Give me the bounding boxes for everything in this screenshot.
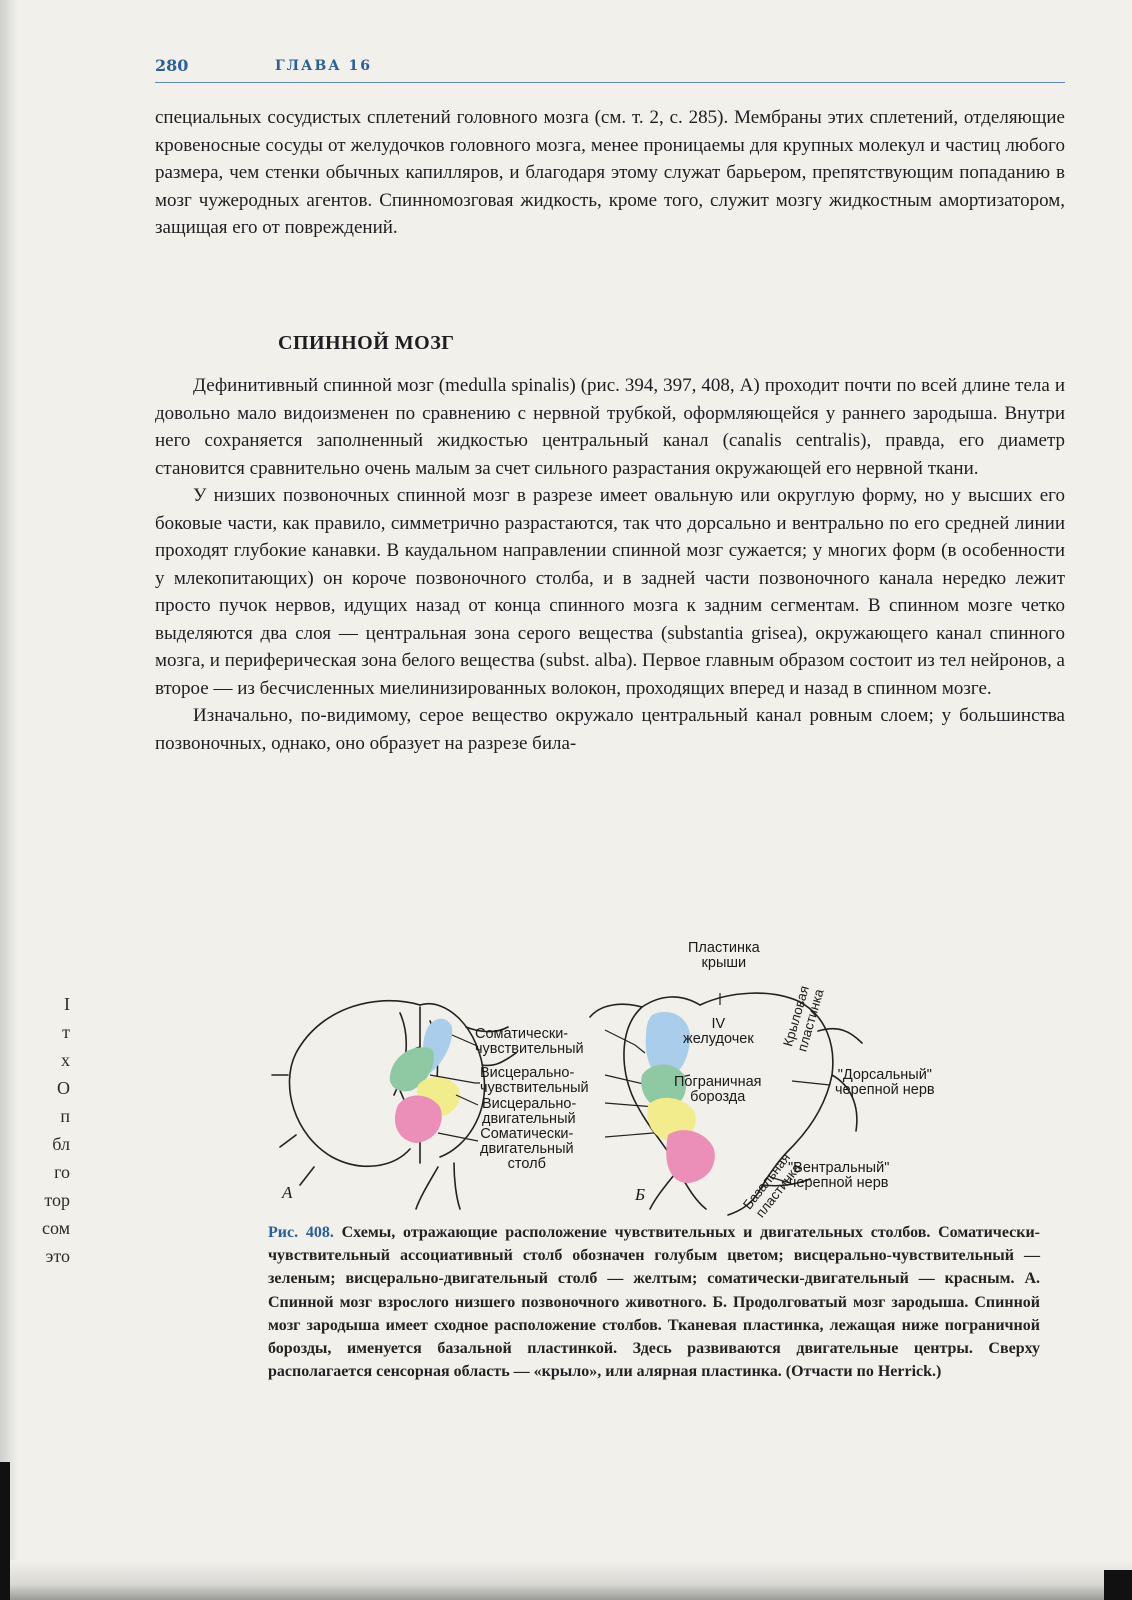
label-basal-plate: Базальная пластинка bbox=[740, 1150, 805, 1221]
figure-caption bbox=[268, 1221, 1040, 1383]
paragraph: Изначально, по-видимому, серое вещество окружало центральный канал ровным слоем; у большинства позвоночных, однако, оно образует на разрезе била- bbox=[155, 705, 1065, 754]
margin-fragments bbox=[20, 990, 70, 1270]
scan-edge-right bbox=[1104, 1570, 1132, 1600]
figure-letter-b: Б bbox=[635, 1185, 646, 1204]
label-sulcus-limitans: Пограничная борозда bbox=[674, 1074, 762, 1105]
paragraph: Дефинитивный спинной мозг (medulla spinalis) (рис. 394, 397, 408, А) проходит почти по всей длине тела и довольно мало видоизменен по сравнению с нервной трубкой, оформляющейся у раннего зародыша. Внутри него сохраняется заполненный жидкостью центральный канал (canalis centralis), правда, его диаметр становится сравнительно очень малым за счет сильного разрастания окружающей его нервной ткани. bbox=[155, 375, 1065, 479]
margin-fragment: О bbox=[57, 1078, 70, 1098]
paragraph: У низших позвоночных спинной мозг в разрезе имеет овальную или округлую форму, но у высших его боковые части, как правило, симметрично разрастаются, так что дорсально и вентрально по его средней линии проходят глубокие канавки. В каудальном направлении спинной мозг сужается; у многих форм (в особенности у млекопитающих) он короче позвоночного столба, и в задней части позвоночного канала нередко лежит просто пучок нервов, идущих назад от конца спинного мозга к задним сегментам. В спинном мозге четко выделяются два слоя — центральная зона серого вещества (substantia grisea), окружающего канал спинного мозга, и периферическая зона белого вещества (subst. alba). Первое главным образом состоит из тел нейронов, а второе — из бесчисленных миелинизированных волокон, проходящих вперед и назад в спинном мозге. bbox=[155, 485, 1065, 699]
body-text-main bbox=[155, 372, 1065, 757]
paragraph: специальных сосудистых сплетений головного мозга (см. т. 2, с. 285). Мембраны этих сплетений, отделяющие кровеносные сосуды от желудочков головного мозга, менее проницаемы для крупных молекул и частиц любого размера, чем стенки обычных капилляров, и благодаря этому служат барьером, препятствующим попаданию в мозг чужеродных агентов. Спинномозговая жидкость, кроме того, служит мозгу жидкостным амортизатором, защищая его от повреждений. bbox=[155, 107, 1065, 238]
margin-fragment: х bbox=[61, 1050, 70, 1070]
margin-fragment: го bbox=[54, 1162, 70, 1182]
body-text-top bbox=[155, 104, 1065, 242]
margin-fragment: это bbox=[45, 1246, 70, 1266]
running-head: ГЛАВА 16 bbox=[275, 58, 373, 74]
section-heading: СПИННОЙ МОЗГ bbox=[278, 332, 455, 354]
margin-fragment: сом bbox=[41, 1218, 70, 1238]
caption-text: Схемы, отражающие расположение чувствительных и двигательных столбов. Соматически-чувствительный ассоциативный столб обозначен голубым цветом; висцерально-чувствительный — зеленым; висцерально-двигательный столб — желтым; соматически-двигательный — красным. А. Спинной мозг взрослого низшего позвоночного животного. Б. Продолговатый мозг зародыша. Спинной мозг зародыша имеет сходное расположение столбов. Тканевая пластинка, лежащая ниже пограничной борозды, именуется базальной пластинкой. Здесь развиваются двигательные центры. Сверху располагается сенсорная область — «крыло», или алярная пластинка. (Отчасти по Herrick.) bbox=[268, 1224, 1040, 1381]
spinal-cord-columns bbox=[390, 1019, 460, 1143]
margin-fragment: бл bbox=[52, 1134, 70, 1154]
figure-408 bbox=[270, 935, 1070, 1220]
margin-fragment: I bbox=[64, 994, 70, 1014]
caption-lead: Рис. 408. bbox=[268, 1224, 334, 1241]
label-somatic-motor: Соматически- двигательный столб bbox=[480, 1126, 574, 1172]
label-somatic-sensory: Соматически- чувствительный bbox=[475, 1026, 584, 1057]
page-number: 280 bbox=[155, 56, 189, 75]
label-alar-plate: Крыловая пластинка bbox=[780, 984, 827, 1054]
margin-fragment: тор bbox=[44, 1190, 70, 1210]
column-somatic-motor-a bbox=[395, 1095, 442, 1143]
label-visceral-motor: Висцерально- двигательный bbox=[482, 1096, 577, 1127]
margin-fragment: п bbox=[60, 1106, 70, 1126]
scan-shadow-bottom bbox=[0, 1560, 1132, 1600]
label-fourth-ventricle: IV желудочек bbox=[683, 1016, 754, 1047]
label-ventral-nerve: "Вентральный" черепной нерв bbox=[788, 1160, 890, 1191]
column-somatic-motor-b bbox=[666, 1130, 715, 1183]
page-header bbox=[155, 56, 1065, 83]
scan-edge-left bbox=[0, 1462, 10, 1600]
label-roof-plate: Пластинка крыши bbox=[688, 940, 760, 971]
margin-fragment: т bbox=[62, 1022, 70, 1042]
figure-letter-a: А bbox=[282, 1183, 293, 1202]
label-dorsal-nerve: "Дорсальный" черепной нерв bbox=[835, 1067, 935, 1098]
label-visceral-sensory: Висцерально- чувствительный bbox=[480, 1065, 589, 1096]
figure-drawing bbox=[270, 935, 1070, 1220]
scan-shadow bbox=[0, 0, 18, 1600]
